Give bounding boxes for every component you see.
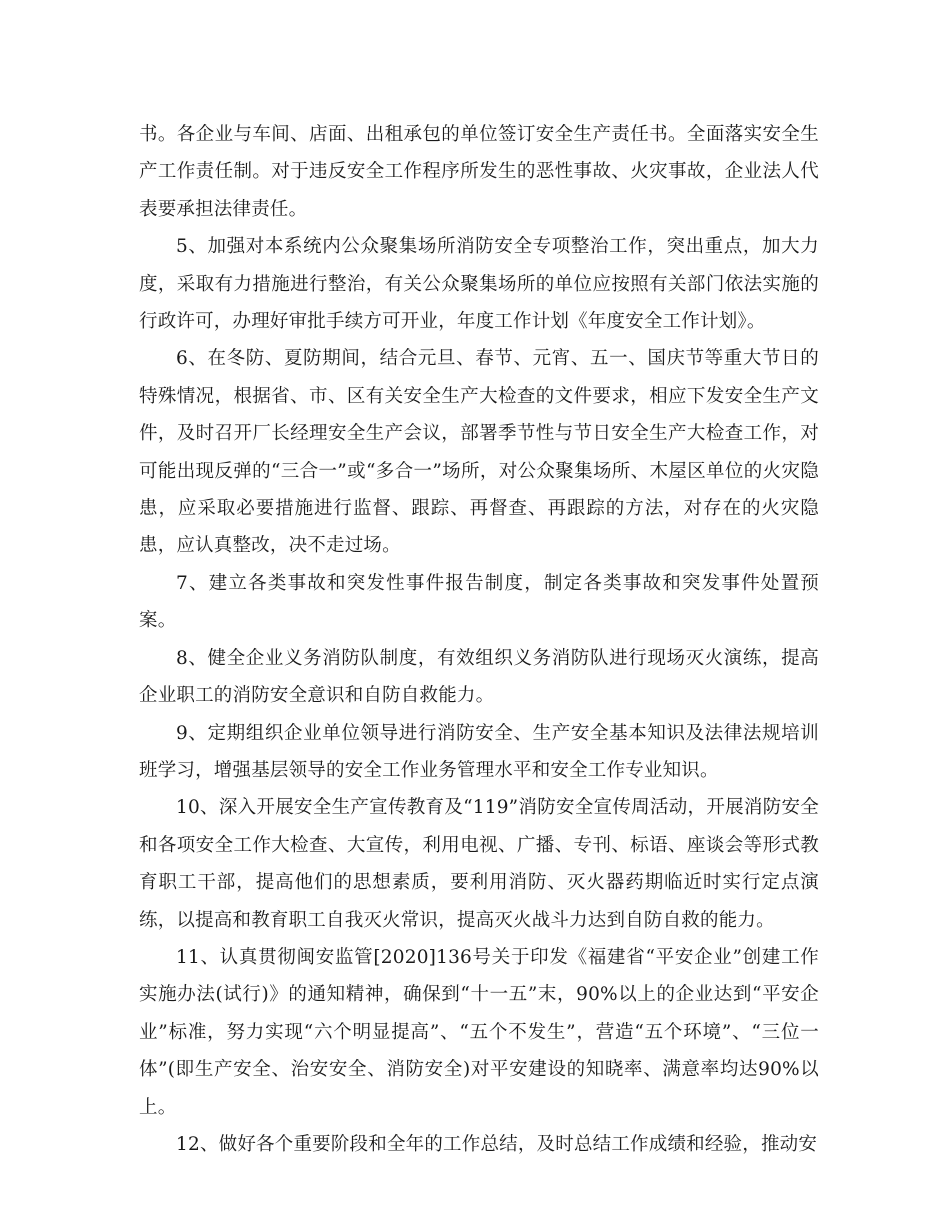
paragraph-item-9: 9、定期组织企业单位领导进行消防安全、生产安全基本知识及法律法规培训班学习，增强基层领导的安全工作业务管理水平和安全工作专业知识。 [139, 722, 819, 781]
paragraph-item-7: 7、建立各类事故和突发性事件报告制度，制定各类事故和突发事件处置预案。 [139, 572, 819, 632]
paragraph-item-10: 10、深入开展安全生产宣传教育及“119”消防安全宣传周活动，开展消防安全和各项安全工作大检查、大宣传，利用电视、广播、专刊、标语、座谈会等形式教育职工干部，提高他们的思想素质，要利用消防、灭火器药期临近时实行定点演练，以提高和教育职工自我灭火常识，提高灭火战斗力达到自防自救的能力。 [139, 797, 819, 931]
paragraph-continuation: 书。各企业与车间、店面、出租承包的单位签订安全生产责任书。全面落实安全生产工作责任制。对于违反安全工作程序所发生的恶性事故、火灾事故，企业法人代表要承担法律责任。 [139, 124, 819, 220]
paragraph-item-11: 11、认真贯彻闽安监管[2020]136号关于印发《福建省“平安企业”创建工作实施办法(试行)》的通知精神，确保到“十一五”末，90%以上的企业达到“平安企业”标准，努力实现“六个明显提高”、“五个不发生”，营造“五个环境”、“三位一体”(即生产安全、治安安全、消防安全)对平安建设的知晓率、满意率均达90%以上。 [139, 946, 819, 1118]
paragraph-item-12: 12、做好各个重要阶段和全年的工作总结，及时总结工作成绩和经验，推动安 [176, 1133, 818, 1155]
paragraph-item-8: 8、健全企业义务消防队制度，有效组织义务消防队进行现场灭火演练，提高企业职工的消防安全意识和自防自救能力。 [139, 647, 819, 707]
paragraph-item-5: 5、加强对本系统内公众聚集场所消防安全专项整治工作，突出重点，加大力度，采取有力措施进行整治，有关公众聚集场所的单位应按照有关部门依法实施的行政许可，办理好审批手续方可开业，年度工作计划《年度安全工作计划》。 [139, 236, 819, 333]
paragraph-item-6: 6、在冬防、夏防期间，结合元旦、春节、元宵、五一、国庆节等重大节日的特殊情况，根据省、市、区有关安全生产大检查的文件要求，相应下发安全生产文件，及时召开厂长经理安全生产会议，部署季节性与节日安全生产大检查工作，对可能出现反弹的“三合一”或“多合一”场所，对公众聚集场所、木屋区单位的火灾隐患，应采取必要措施进行监督、跟踪、再督查、再跟踪的方法，对存在的火灾隐患，应认真整改，决不走过场。 [139, 348, 819, 557]
document-body [139, 116, 819, 1163]
